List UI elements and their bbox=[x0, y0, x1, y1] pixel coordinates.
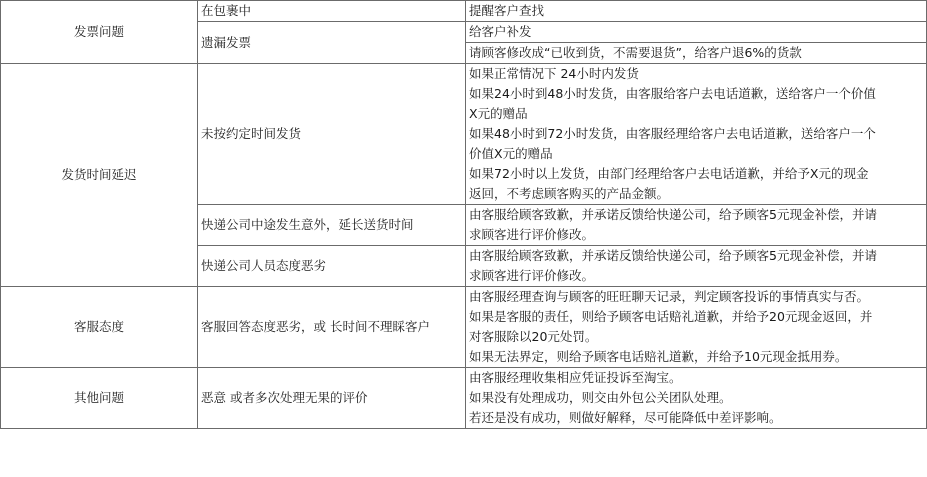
solution-line: 如果正常情况下 24小时内发货 bbox=[469, 66, 639, 81]
solution-line: 求顾客进行评价修改。 bbox=[469, 268, 595, 283]
solution-line: 若还是没有成功，则做好解释，尽可能降低中差评影响。 bbox=[469, 410, 782, 425]
table-row bbox=[1, 64, 927, 205]
solution-cell bbox=[466, 1, 927, 22]
solution-line: 如果无法界定，则给予顾客电话赔礼道歉，并给予10元现金抵用券。 bbox=[469, 349, 848, 364]
solution-cell bbox=[466, 205, 927, 246]
issue-cell: 快递公司人员态度恶劣 bbox=[198, 246, 466, 287]
solution-line: 由客服给顾客致歉，并承诺反馈给快递公司，给予顾客5元现金补偿，并请 bbox=[469, 207, 877, 222]
solution-line: 由客服经理收集相应凭证投诉至淘宝。 bbox=[469, 370, 682, 385]
solution-line: 给客户补发 bbox=[469, 24, 532, 39]
table-row bbox=[1, 1, 927, 22]
solution-line: 返回，不考虑顾客购买的产品金额。 bbox=[469, 186, 670, 201]
solution-line: 价值X元的赠品 bbox=[469, 146, 553, 161]
category-cell: 客服态度 bbox=[1, 287, 198, 368]
category-cell: 发货时间延迟 bbox=[1, 64, 198, 287]
solution-cell bbox=[466, 64, 927, 205]
solution-cell bbox=[466, 246, 927, 287]
issue-cell: 在包裹中 bbox=[198, 1, 466, 22]
solution-cell bbox=[466, 22, 927, 43]
solution-line: 请顾客修改成“已收到货，不需要退货”，给客户退6%的货款 bbox=[469, 45, 802, 60]
solution-line: 如果72小时以上发货，由部门经理给客户去电话道歉，并给予X元的现金 bbox=[469, 166, 869, 181]
category-cell: 其他问题 bbox=[1, 368, 198, 429]
solution-line: 求顾客进行评价修改。 bbox=[469, 227, 595, 242]
solution-line: 由客服给顾客致歉，并承诺反馈给快递公司，给予顾客5元现金补偿，并请 bbox=[469, 248, 877, 263]
category-cell: 发票问题 bbox=[1, 1, 198, 64]
issue-cell: 恶意 或者多次处理无果的评价 bbox=[198, 368, 466, 429]
solution-line: 如果24小时到48小时发货，由客服给客户去电话道歉，送给客户一个价值 bbox=[469, 86, 876, 101]
issue-cell: 快递公司中途发生意外，延长送货时间 bbox=[198, 205, 466, 246]
solution-line: 如果没有处理成功，则交由外包公关团队处理。 bbox=[469, 390, 732, 405]
issue-cell: 遗漏发票 bbox=[198, 22, 466, 64]
solution-line: 对客服除以20元处罚。 bbox=[469, 329, 598, 344]
issue-cell: 客服回答态度恶劣，或 长时间不理睬客户 bbox=[198, 287, 466, 368]
solution-cell bbox=[466, 368, 927, 429]
table-row bbox=[1, 368, 927, 429]
solution-line: 提醒客户查找 bbox=[469, 3, 545, 18]
policy-table-body bbox=[1, 1, 927, 429]
solution-line: 如果是客服的责任，则给予顾客电话赔礼道歉，并给予20元现金返回，并 bbox=[469, 309, 873, 324]
issue-cell: 未按约定时间发货 bbox=[198, 64, 466, 205]
table-row bbox=[1, 287, 927, 368]
solution-line: 由客服经理查询与顾客的旺旺聊天记录，判定顾客投诉的事情真实与否。 bbox=[469, 289, 870, 304]
solution-cell bbox=[466, 43, 927, 64]
solution-line: 如果48小时到72小时发货，由客服经理给客户去电话道歉，送给客户一个 bbox=[469, 126, 876, 141]
solution-line: X元的赠品 bbox=[469, 106, 528, 121]
solution-cell bbox=[466, 287, 927, 368]
